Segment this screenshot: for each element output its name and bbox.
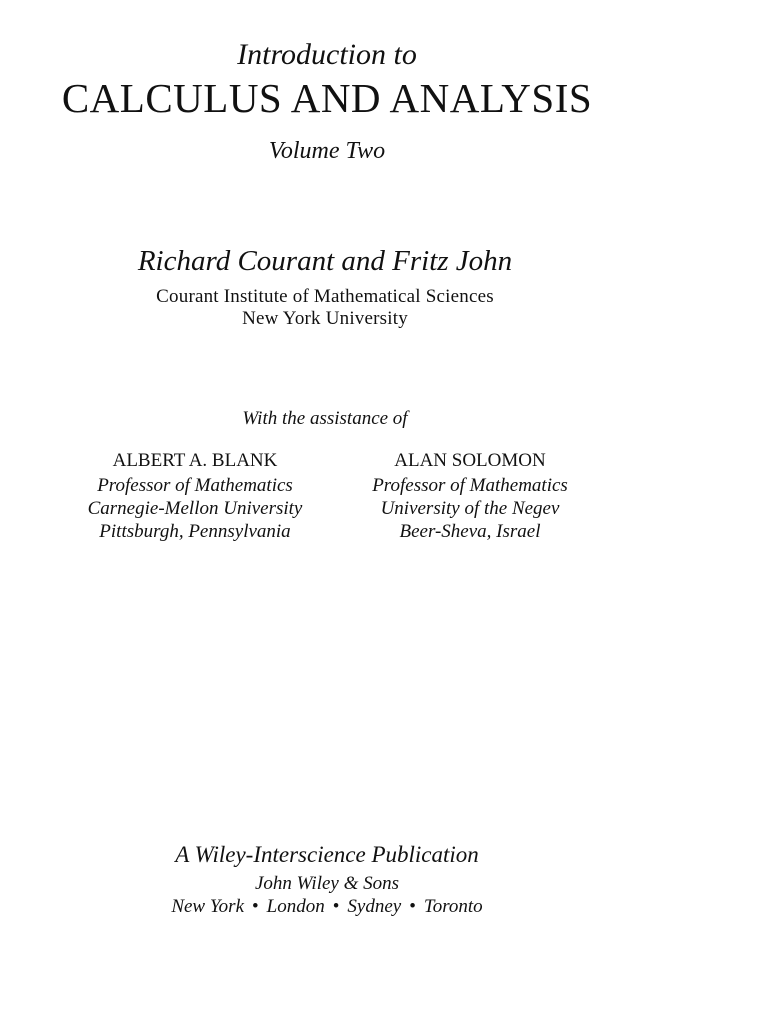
- assistant-university: University of the Negev: [380, 498, 560, 519]
- volume-label: Volume Two: [268, 138, 386, 164]
- assistance-label: With the assistance of: [242, 408, 408, 429]
- separator: •: [409, 896, 416, 917]
- city: New York: [171, 896, 245, 917]
- assistant-name: ALBERT A. BLANK: [112, 450, 278, 471]
- title-intro: Introduction to: [237, 38, 417, 71]
- city: Toronto: [423, 896, 483, 917]
- assistant-right: [318, 448, 622, 543]
- assistant-title: Professor of Mathematics: [372, 475, 568, 496]
- assistant-location: Beer-Sheva, Israel: [399, 521, 541, 542]
- author-names: Richard Courant and Fritz John: [137, 245, 513, 277]
- assistant-university: Carnegie-Mellon University: [87, 498, 303, 519]
- book-title: CALCULUS AND ANALYSIS: [61, 75, 593, 121]
- separator: •: [252, 896, 259, 917]
- assistant-name: ALAN SOLOMON: [394, 450, 546, 471]
- assistant-location: Pittsburgh, Pennsylvania: [99, 521, 291, 542]
- assistant-title: Professor of Mathematics: [97, 475, 293, 496]
- assistant-left: [40, 448, 350, 543]
- institution-line-2: New York University: [242, 308, 408, 329]
- publisher-cities: [0, 896, 654, 918]
- publisher-name: John Wiley & Sons: [254, 873, 400, 894]
- separator: •: [332, 896, 340, 917]
- publication-line: A Wiley-Interscience Publication: [175, 842, 479, 867]
- city: Sydney: [347, 896, 402, 917]
- institution-line-1: Courant Institute of Mathematical Sciences: [156, 286, 494, 307]
- city: London: [266, 896, 325, 917]
